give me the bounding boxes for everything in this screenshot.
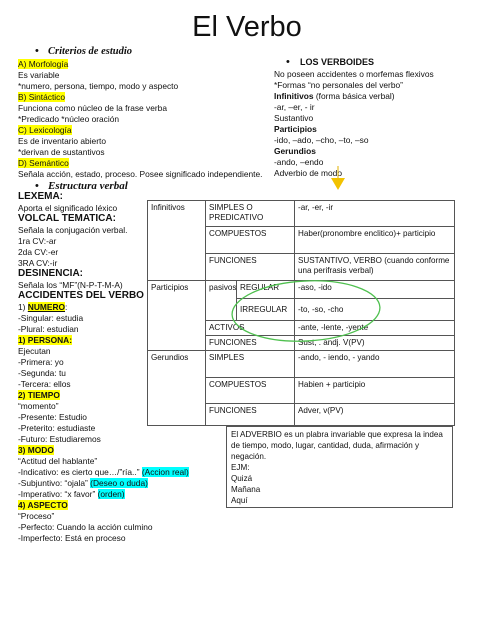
- aspecto-line-1: “Proceso”: [18, 511, 55, 521]
- modo-label: 3) MODO: [18, 445, 54, 455]
- adverbio-line-4: EJM:: [231, 463, 250, 472]
- modo-subjuntivo: -Subjuntivo: “ojala” (Deseo o duda): [18, 478, 148, 488]
- vocal-line-1: Señala la conjugación verbal.: [18, 225, 128, 235]
- highlight-circle: [226, 275, 386, 347]
- down-arrow-icon: [328, 166, 348, 192]
- adverbio-box: [226, 426, 453, 508]
- table-row: [148, 201, 455, 227]
- numero-line-2: -Plural: estudian: [18, 324, 79, 334]
- estructura-heading: Estructura verbal: [48, 180, 128, 192]
- sintactico-label: B) Sintáctico: [18, 92, 66, 102]
- table-row: [148, 351, 455, 378]
- numero-label: 1) NUMERO:: [18, 302, 68, 312]
- lexema-title: LEXEMA:: [18, 191, 63, 202]
- morfologia-line-2: *numero, persona, tiempo, modo y aspecto: [18, 81, 179, 91]
- table-cell: Participios: [148, 281, 206, 351]
- participios-label: Participios: [274, 124, 317, 134]
- adverbio-line-2: de tiempo, modo, lugar, cantidad, duda, afirmación y: [231, 441, 420, 450]
- table-cell: -ar, -er, -ir: [295, 201, 455, 227]
- bullet-icon: •: [35, 180, 39, 192]
- desinencia-text: Señala los “MF”(N-P-T-M-A): [18, 280, 123, 290]
- table-cell: ACTIVOS: [206, 321, 295, 336]
- sintactico-line-1: Funciona como núcleo de la frase verba: [18, 103, 167, 113]
- verboides-heading: LOS VERBOIDES: [300, 57, 375, 67]
- vocal-title: VOLCAL TEMATICA:: [18, 213, 116, 224]
- page-title: El Verbo: [192, 11, 302, 43]
- morfologia-label: A) Morfología: [18, 59, 69, 69]
- lexicologia-line-1: Es de inventario abierto: [18, 136, 106, 146]
- bullet-icon: •: [286, 56, 290, 68]
- table-cell: Adver, v(PV): [295, 404, 455, 426]
- ger-line-1: -ando, –endo: [274, 157, 324, 167]
- ger-line-2: Adverbio de modo: [274, 168, 342, 178]
- inf-line-1: -ar, –er, - ir: [274, 102, 315, 112]
- semantico-label: D) Semántico: [18, 158, 69, 168]
- table-cell: Habien + participio: [295, 378, 455, 404]
- table-cell: pasivos: [206, 281, 237, 321]
- tiempo-line-2: -Presente: Estudio: [18, 412, 87, 422]
- table-cell: Sust, . andj. V(PV): [295, 336, 455, 351]
- table-cell: -aso, -ido: [295, 281, 455, 299]
- persona-label: 1) PERSONA:: [18, 335, 72, 345]
- adverbio-line-5: Quizá: [231, 474, 253, 483]
- modo-imperativo: -Imperativo: “x favor” (orden): [18, 489, 125, 499]
- persona-line-1: Ejecutan: [18, 346, 51, 356]
- table-cell: Haber(pronombre enclitico)+ participio: [295, 227, 455, 254]
- tiempo-line-4: -Futuro: Estudiaremos: [18, 434, 101, 444]
- persona-line-4: -Tercera: ellos: [18, 379, 71, 389]
- table-cell: -ante, -lente, -yente: [295, 321, 455, 336]
- modo-line-1: “Actitud del hablante”: [18, 456, 98, 466]
- lexicologia-label: C) Lexicología: [18, 125, 72, 135]
- table-cell: FUNCIONES: [206, 254, 295, 281]
- table-cell: Gerundios: [148, 351, 206, 426]
- persona-line-2: -Primera: yo: [18, 357, 64, 367]
- table-cell: COMPUESTOS: [206, 378, 295, 404]
- adverbio-line-1: El ADVERBIO es un plabra invariable que expresa la indea: [231, 430, 443, 439]
- numero-line-1: -Singular: estudia: [18, 313, 84, 323]
- lexicologia-line-2: *derivan de sustantivos: [18, 147, 105, 157]
- table-cell: FUNCIONES: [206, 336, 295, 351]
- vocal-line-4: 3RA CV:-ir: [18, 258, 58, 268]
- tiempo-label: 2) TIEMPO: [18, 390, 60, 400]
- persona-line-3: -Segunda: tu: [18, 368, 66, 378]
- gerundios-label: Gerundios: [274, 146, 316, 156]
- inf-line-2: Sustantivo: [274, 113, 314, 123]
- infinitivos-line: Infinitivos (forma básica verbal): [274, 91, 395, 101]
- table-cell: Infinitivos: [148, 201, 206, 281]
- tiempo-line-3: -Preterito: estudiaste: [18, 423, 96, 433]
- table-cell: -ando, - iendo, - yando: [295, 351, 455, 378]
- part-line-1: -ido, –ado, –cho, –to, –so: [274, 135, 369, 145]
- verboides-line-1: No poseen accidentes o morfemas flexivos: [274, 69, 434, 79]
- adverbio-line-7: Aquí: [231, 496, 248, 505]
- aspecto-line-2: -Perfecto: Cuando la acción culmino: [18, 522, 153, 532]
- table-cell: COMPUESTOS: [206, 227, 295, 254]
- table-cell: REGULAR: [237, 281, 295, 299]
- desinencia-title: DESINENCIA:: [18, 268, 84, 279]
- table-cell: SIMPLES O PREDICATIVO: [206, 201, 295, 227]
- adverbio-line-6: Mañana: [231, 485, 261, 494]
- semantico-line-1: Señala acción, estado, proceso. Posee significado independiente.: [18, 169, 263, 179]
- aspecto-line-3: -Imperfecto: Está en proceso: [18, 533, 126, 543]
- table-cell: IRREGULAR: [237, 299, 295, 321]
- bullet-icon: •: [35, 45, 39, 57]
- sintactico-line-2: *Predicado *núcleo oración: [18, 114, 120, 124]
- table-cell: FUNCIONES: [206, 404, 295, 426]
- accidentes-title: ACCIDENTES DEL VERBO: [18, 290, 144, 301]
- vocal-line-3: 2da CV:-er: [18, 247, 59, 257]
- morfologia-line-1: Es variable: [18, 70, 60, 80]
- adverbio-line-3: negación.: [231, 452, 267, 461]
- table-cell: -to, -so, -cho: [295, 299, 455, 321]
- table-cell: SUSTANTIVO, VERBO (cuando conforme una perifrasis verbal): [295, 254, 455, 281]
- table-cell: SIMPLES: [206, 351, 295, 378]
- modo-indicativo: -Indicativo: es cierto que…/”ría..” (Accion real): [18, 467, 189, 477]
- aspecto-label: 4) ASPECTO: [18, 500, 68, 510]
- tiempo-line-1: “momento”: [18, 401, 59, 411]
- lexema-text: Aporta el significado léxico: [18, 203, 118, 213]
- vocal-line-2: 1ra CV:-ar: [18, 236, 57, 246]
- verboides-line-2: *Formas “no personales del verbo”: [274, 80, 403, 90]
- criterios-heading: Criterios de estudio: [48, 46, 133, 57]
